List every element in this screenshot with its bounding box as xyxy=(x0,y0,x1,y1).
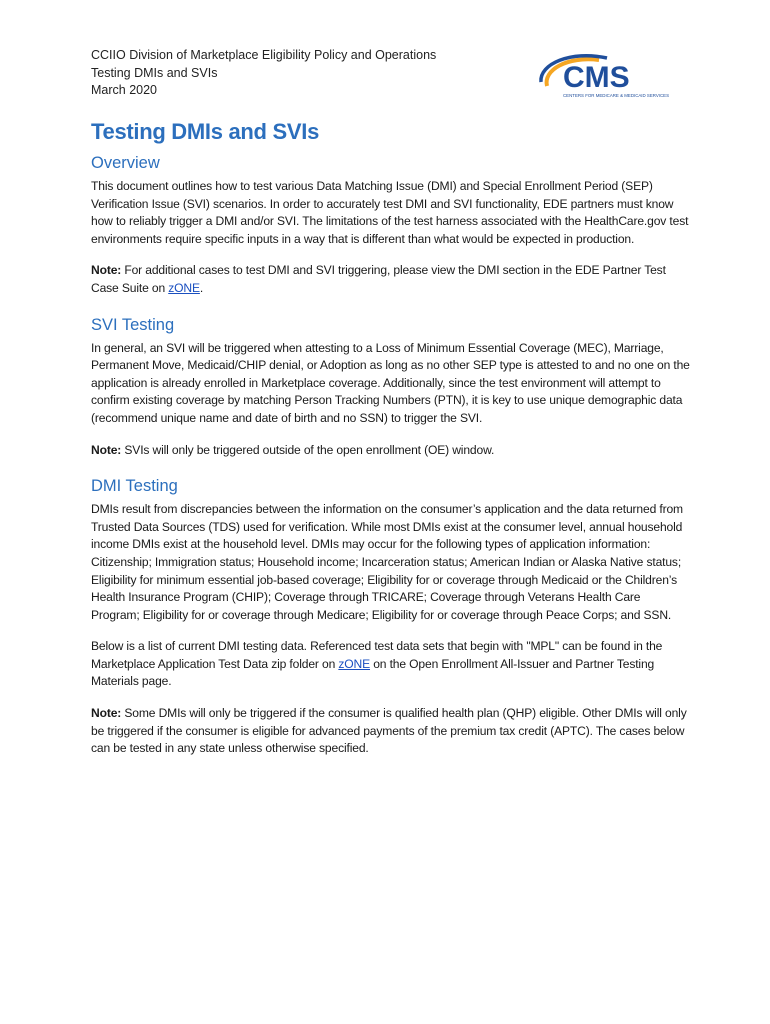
header-date: March 2020 xyxy=(91,83,158,97)
header-doc-title: Testing DMIs and SVIs xyxy=(91,65,218,80)
paragraph-text: on the Open Enrollment All-Issuer and Partner Testing Materials page. xyxy=(91,656,655,689)
document-header xyxy=(91,47,436,100)
cms-logo xyxy=(537,52,677,100)
page-title: Testing DMIs and SVIs xyxy=(91,119,319,144)
zone-link[interactable]: zONE xyxy=(168,280,200,295)
overview-paragraph: This document outlines how to test various Data Matching Issue (DMI) and Special Enrollment Period (SEP) Verification Issue (SVI) scenarios. In order to accurately test DMI and SVI functionality, EDE partners must know how to reliably trigger a DMI and/or SVI. The limitations of the test harness associated with the HealthCare.gov test environments require specific inputs in a way that is different than what would be expected in production. xyxy=(91,179,689,246)
note-text: For additional cases to test DMI and SVI triggering, please view the DMI section in the EDE Partner Test Case Suite on xyxy=(91,263,666,295)
header-division: CCIIO Division of Marketplace Eligibility Policy and Operations xyxy=(91,48,437,62)
note-label: Note: xyxy=(91,442,122,457)
svi-note xyxy=(91,442,691,460)
paragraph-text: Below is a list of current DMI testing data. Referenced test data sets that begin with "MPL" can be found in the Marketplace Application Test Data zip folder on xyxy=(91,639,663,671)
svi-paragraph: In general, an SVI will be triggered when attesting to a Loss of Minimum Essential Coverage (MEC), Marriage, Permanent Move, Medicaid/CHIP denial, or Adoption as long as no other SEP type is attested to and no one on the application is already enrolled in Marketplace coverage. Additionally, since the test environment will attempt to confirm existing coverage by matching Person Tracking Numbers (PTN), it is key to use unique demographic data (recommend unique name and date of birth and no SSN) to trigger the SVI. xyxy=(91,340,690,425)
cms-logo-subtitle: CENTERS FOR MEDICARE & MEDICAID SERVICES xyxy=(563,93,670,98)
dmi-heading: DMI Testing xyxy=(91,477,178,496)
dmi-note xyxy=(91,705,691,758)
overview-heading: Overview xyxy=(91,154,160,172)
dmi-test-data-paragraph xyxy=(91,638,691,691)
document-body xyxy=(91,118,691,772)
note-text: SVIs will only be triggered outside of the open enrollment (OE) window. xyxy=(121,442,495,457)
note-label: Note: xyxy=(91,263,122,278)
note-label: Note: xyxy=(91,706,122,721)
cms-logo-graphic xyxy=(537,52,677,100)
overview-note xyxy=(91,262,691,297)
note-text: Some DMIs will only be triggered if the consumer is qualified health plan (QHP) eligible. Other DMIs will only be triggered if the consumer is eligible for advanced payments of the premium tax credit (APTC). The cases below can be tested in any state unless otherwise specified. xyxy=(91,706,687,756)
zone-link[interactable]: zONE xyxy=(338,656,371,671)
cms-logo-text: CMS xyxy=(563,61,630,94)
note-end: . xyxy=(199,280,204,295)
svi-heading: SVI Testing xyxy=(91,315,175,334)
dmi-paragraph: DMIs result from discrepancies between the information on the consumer’s application and the data returned from Trusted Data Sources (TDS) used for verification. While most DMIs exist at the consumer level, annual household income DMIs exist at the household level. DMIs may occur for the following types of application information: Citizenship; Immigration status; Household income; Incarceration status; American Indian or Alaska Native status; Eligibility for minimum essential job-based coverage; Eligibility for or coverage through Medicaid or the Children’s Health Insurance Program (CHIP); Coverage through TRICARE; Coverage through Veterans Health Care Program; Eligibility for or coverage through Medicare; Eligibility for or coverage through Peace Corps; and SSN. xyxy=(91,502,683,622)
